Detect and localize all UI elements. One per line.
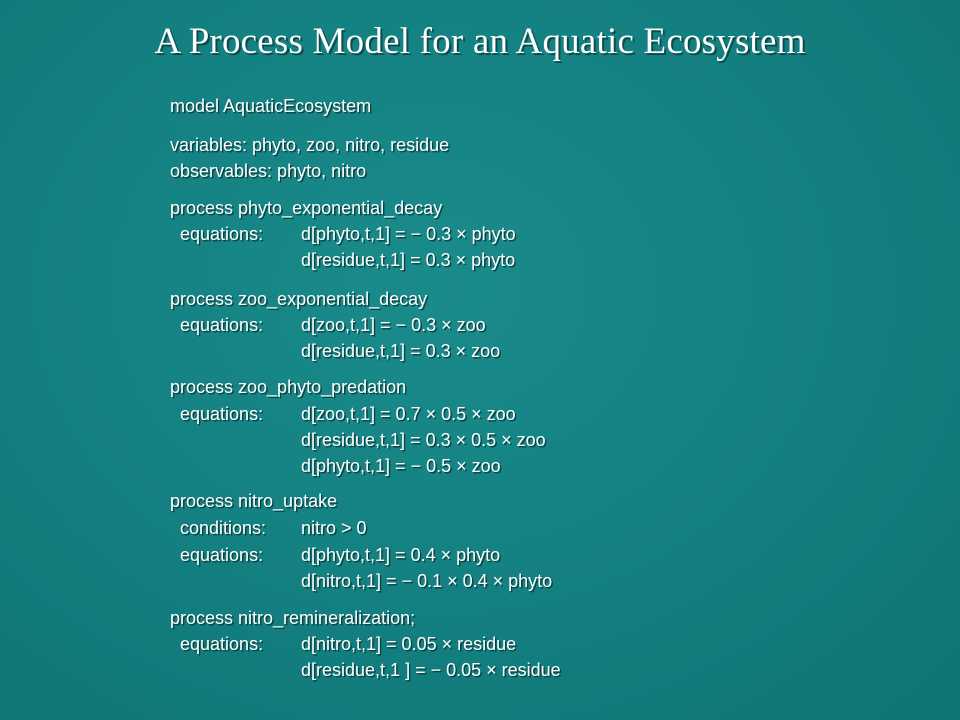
equation: d[nitro,t,1] = 0.05 × residue [301,634,517,654]
equations-label: equations: [180,404,264,424]
condition: nitro > 0 [301,518,367,538]
equation: d[phyto,t,1] = 0.4 × phyto [301,545,501,565]
conditions-label: conditions: [180,518,267,538]
equations-label: equations: [180,634,264,654]
process-header: process phyto_exponential_decay [170,198,443,218]
equation: d[nitro,t,1] = − 0.1 × 0.4 × phyto [301,571,553,591]
equation: d[residue,t,1 ] = − 0.05 × residue [301,660,561,680]
equations-label: equations: [180,545,264,565]
process-header: process zoo_exponential_decay [170,289,428,309]
equation: d[phyto,t,1] = − 0.5 × zoo [301,456,501,476]
process-header: process nitro_uptake [170,491,338,511]
slide-title: A Process Model for an Aquatic Ecosystem [154,21,806,62]
equation: d[zoo,t,1] = 0.7 × 0.5 × zoo [301,404,516,424]
equation: d[phyto,t,1] = − 0.3 × phyto [301,224,516,244]
variables-line: variables: phyto, zoo, nitro, residue [170,135,450,155]
model-header: model AquaticEcosystem [170,96,372,116]
equations-label: equations: [180,315,264,335]
observables-line: observables: phyto, nitro [170,161,367,181]
process-header: process nitro_remineralization; [170,608,416,628]
equation: d[residue,t,1] = 0.3 × 0.5 × zoo [301,430,546,450]
process-header: process zoo_phyto_predation [170,377,407,397]
equation: d[residue,t,1] = 0.3 × zoo [301,341,501,361]
equations-label: equations: [180,224,264,244]
equation: d[zoo,t,1] = − 0.3 × zoo [301,315,486,335]
equation: d[residue,t,1] = 0.3 × phyto [301,250,516,270]
